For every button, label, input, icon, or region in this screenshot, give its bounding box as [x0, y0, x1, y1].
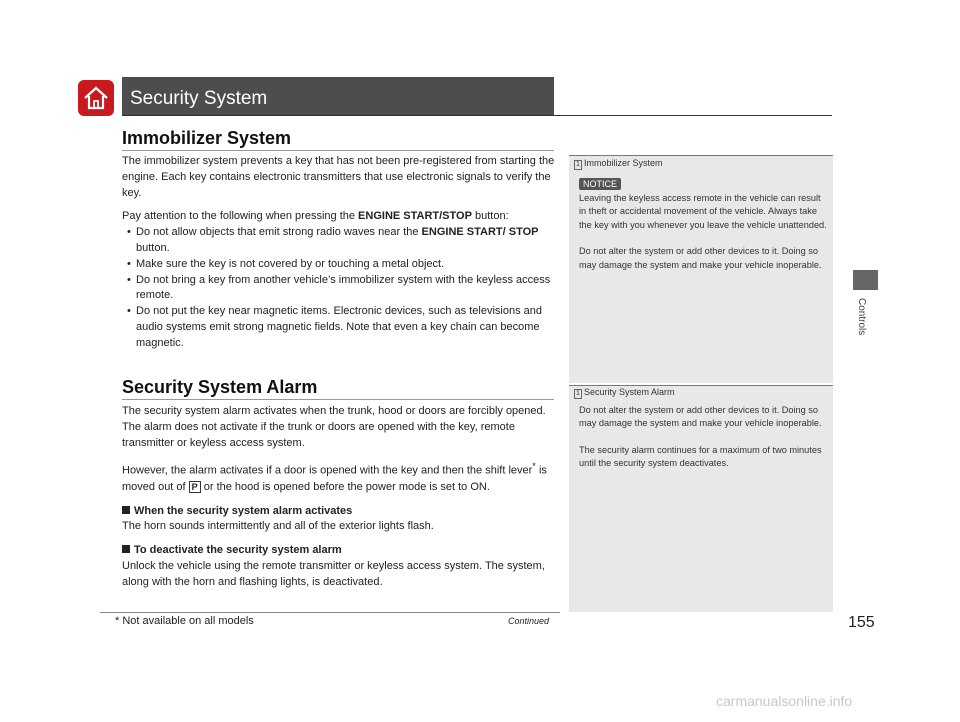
- section-heading-alarm: Security System Alarm: [122, 377, 318, 397]
- paragraph: [122, 459, 557, 495]
- text: button:: [471, 210, 509, 223]
- note-text: [579, 192, 829, 272]
- chapter-tab-marker: [853, 270, 878, 290]
- paragraph: The security system alarm activates when the trunk, hood or doors are forcibly opened. The alarm does not activate if the trunk or doors are opened with the key, remote transmitter or keyless access system.: [122, 405, 546, 449]
- subheading-text: To deactivate the security system alarm: [134, 544, 342, 557]
- section-heading-immobilizer: Immobilizer System: [122, 128, 292, 148]
- chapter-tab-label: Controls: [856, 298, 867, 336]
- home-button[interactable]: [78, 80, 114, 116]
- title-rule: [122, 115, 832, 116]
- paragraph: Unlock the vehicle using the remote transmitter or keyless access system. The system, along with the horn and flashing lights, is deactivated.: [122, 560, 545, 588]
- note-text: [579, 404, 829, 471]
- note-paragraph: Do not alter the system or add other devices to it. Doing so may damage the system and make your vehicle inoperable.: [579, 405, 822, 429]
- footnote-mark: *: [532, 461, 536, 472]
- note-heading: [574, 158, 663, 170]
- note-paragraph: Leaving the keyless access remote in the vehicle can result in theft or accidental movement of the vehicle. Always take the key with you whenever you leave the vehicle unattended.: [579, 193, 827, 230]
- square-bullet-icon: [122, 545, 130, 553]
- paragraph: The immobilizer system prevents a key that has not been pre-registered from starting the engine. Each key contains electronic transmitters that use electronic signals to verify the key.: [122, 155, 555, 199]
- section-rule: [122, 150, 554, 151]
- page-number: 155: [848, 614, 875, 631]
- note-heading-text: Security System Alarm: [584, 387, 675, 397]
- text: However, the alarm activates if a door is opened with the key and then the shift lever: [122, 465, 533, 478]
- alarm-body: [122, 404, 557, 591]
- text: button.: [136, 241, 170, 254]
- bold-text: ENGINE START/STOP: [358, 210, 472, 223]
- reference-icon: 1: [574, 160, 582, 170]
- bold-text: ENGINE START/ STOP: [421, 226, 539, 239]
- watermark: carmanualsonline.info: [716, 693, 853, 709]
- square-bullet-icon: [122, 506, 130, 514]
- paragraph: The horn sounds intermittently and all of the exterior lights flash.: [122, 520, 434, 533]
- text: is moved out of: [122, 465, 547, 493]
- note-heading-text: Immobilizer System: [584, 158, 663, 168]
- note-paragraph: Do not alter the system or add other devices to it. Doing so may damage the system and make your vehicle inoperable.: [579, 246, 822, 270]
- note-rule: [569, 155, 833, 156]
- text: Pay attention to the following when pressing the: [122, 210, 359, 223]
- bullet-item: • Do not bring a key from another vehicle’s immobilizer system with the keyless access remote.: [122, 273, 557, 305]
- bullet-item: [122, 225, 557, 257]
- footer-rule: [100, 612, 560, 613]
- bullet-item: • Make sure the key is not covered by or touching a metal object.: [122, 257, 557, 273]
- section-rule: [122, 399, 554, 400]
- page-title: Security System: [130, 88, 268, 109]
- home-icon: [81, 83, 111, 113]
- park-symbol: P: [189, 481, 201, 493]
- notice-badge: NOTICE: [579, 178, 621, 190]
- paragraph: [122, 209, 557, 225]
- footnote: * Not available on all models: [115, 615, 254, 627]
- subheading: [122, 504, 557, 520]
- bullet-item: • Do not put the key near magnetic items. Electronic devices, such as televisions and audio systems emit strong magnetic fields. Note that even a key chain can become magnetic.: [122, 304, 557, 351]
- continued-label: Continued: [508, 616, 550, 626]
- subheading: [122, 543, 557, 559]
- reference-icon: 1: [574, 389, 582, 399]
- note-heading: [574, 387, 675, 399]
- note-paragraph: The security alarm continues for a maximum of two minutes until the security system deactivates.: [579, 444, 822, 469]
- text: or the hood is opened before the power mode is set to ON.: [203, 480, 490, 493]
- immobilizer-body: [122, 154, 557, 352]
- text: Do not allow objects that emit strong radio waves near the: [136, 226, 422, 239]
- subheading-text: When the security system alarm activates: [134, 504, 353, 517]
- note-rule: [569, 385, 833, 386]
